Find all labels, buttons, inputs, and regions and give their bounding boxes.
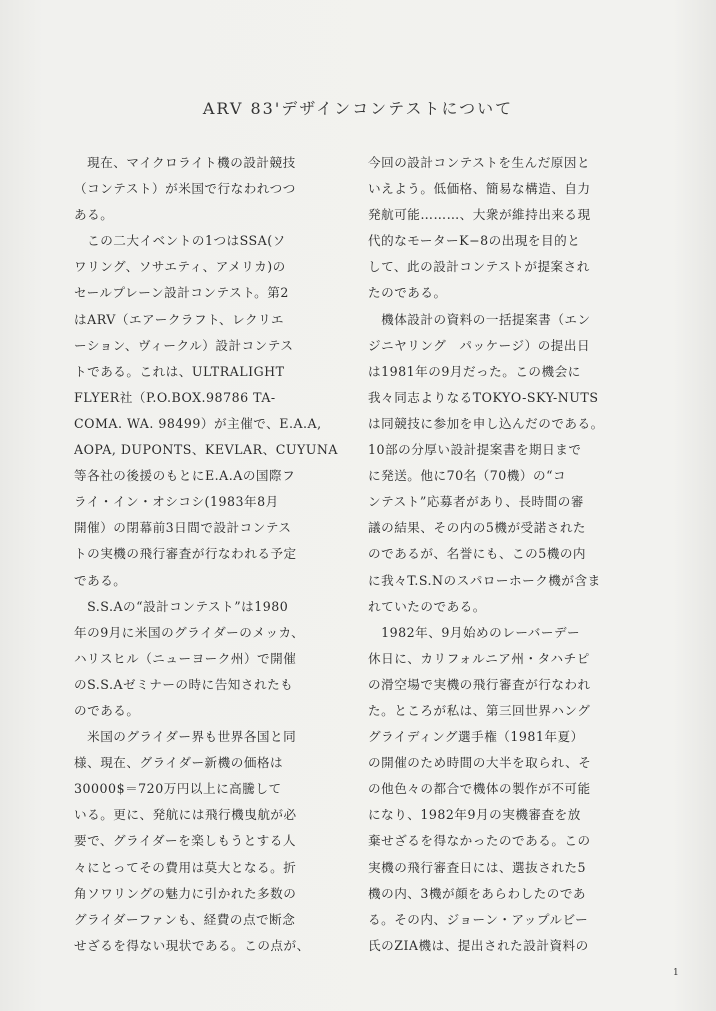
text-line: ハリスヒル（ニューヨーク州）で開催: [74, 650, 297, 666]
text-line: AOPA, DUPONTS、KEVLAR、CUYUNA: [74, 442, 339, 458]
text-line: せざるを得ない現状である。この点が、: [74, 937, 310, 953]
text-line: たのである。: [368, 285, 447, 301]
text-line: 議の結果、その内の5機が受諾された: [368, 520, 587, 536]
text-line: 代的なモーターK−8の出現を目的と: [368, 233, 581, 249]
text-line: S.S.Aの“設計コンテスト”は1980: [74, 598, 289, 614]
text-line: （コンテスト）が米国で行なわれつつ: [74, 181, 296, 197]
text-line: はARV（エアークラフト、レクリエ: [74, 311, 285, 327]
text-line: 実機の飛行審査日には、選抜された5: [368, 859, 587, 875]
text-line: 我々同志よりなるTOKYO-SKY-NUTS: [368, 389, 599, 405]
text-line: COMA. WA. 98499）が主催で、E.A.A,: [74, 415, 322, 431]
text-line: の他色々の都合で機体の製作が不可能: [368, 781, 591, 797]
text-line: 30000$＝720万円以上に高騰して: [74, 781, 282, 797]
text-line: トである。これは、ULTRALIGHT: [74, 363, 285, 379]
text-line: のS.S.Aゼミナーの時に告知されたも: [74, 676, 294, 692]
text-line: 年の9月に米国のグライダーのメッカ、: [74, 624, 305, 640]
text-line: トの実機の飛行審査が行なわれる予定: [74, 546, 297, 562]
text-line: セールプレーン設計コンテスト。第2: [74, 285, 289, 301]
text-line: 1982年、9月始めのレーバーデー: [368, 624, 581, 640]
text-line: に発送。他に70名（70機）の“コ: [368, 468, 567, 484]
text-line: いえよう。低価格、簡易な構造、自力: [368, 181, 591, 197]
text-line: である。: [74, 572, 127, 588]
text-line: 米国のグライダー界も世界各国と同: [74, 729, 297, 745]
text-line: ンテスト”応募者があり、長時間の審: [368, 494, 584, 510]
left-column: [74, 150, 352, 959]
text-line: グライダーファンも、経費の点で断念: [74, 911, 296, 927]
text-line: れていたのである。: [368, 598, 486, 614]
text-line: 今回の設計コンテストを生んだ原因と: [368, 155, 591, 170]
text-line: ーション、ヴィークル）設計コンテス: [74, 337, 294, 353]
text-line: 棄せざるを得なかったのである。この: [368, 833, 591, 849]
text-line: 機体設計の資料の一括提案書（エン: [368, 311, 591, 327]
text-line: この二大イベントの1つはSSA(ソ: [74, 233, 286, 249]
text-line: 開催）の閉幕前3日間で設計コンテス: [74, 520, 292, 536]
text-line: ある。: [74, 207, 114, 223]
text-line: FLYER社（P.O.BOX.98786 TA-: [74, 389, 276, 405]
text-line: のである。: [74, 702, 140, 718]
text-line: 等各社の後援のもとにE.A.Aの国際フ: [74, 468, 296, 484]
text-line: は1981年の9月だった。この機会に: [368, 363, 581, 379]
text-line: 様、現在、グライダー新機の価格は: [74, 755, 284, 771]
text-line: して、此の設計コンテストが提案され: [368, 259, 590, 275]
text-line: 休日に、カリフォルニア州・タハチピ: [368, 650, 590, 666]
text-line: いる。更に、発航には飛行機曳航が必: [74, 807, 297, 823]
text-line: は同競技に参加を申し込んだのである。: [368, 415, 604, 431]
page-number: 1: [673, 968, 679, 978]
text-line: に我々T.S.Nのスパローホーク機が含ま: [368, 572, 601, 588]
text-line: 角ソワリングの魅力に引かれた多数の: [74, 885, 297, 901]
text-line: 々にとってその費用は莫大となる。折: [74, 859, 297, 875]
text-line: グライディング選手権（1981年夏）: [368, 729, 584, 745]
text-line: ジニヤリング パッケージ）の提出日: [368, 337, 591, 353]
right-column: [368, 150, 646, 959]
text-line: の開催のため時間の大半を取られ、そ: [368, 755, 592, 771]
text-line: になり、1982年9月の実機審査を放: [368, 807, 581, 823]
text-line: 氏のZIA機は、提出された設計資料の: [368, 937, 589, 953]
text-line: た。ところが私は、第三回世界ハング: [368, 702, 591, 718]
article-title: ARV 83'デザインコンテストについて: [202, 99, 514, 118]
text-line: 要で、グライダーを楽しもうとする人: [74, 833, 296, 849]
text-line: 発航可能………、大衆が維持出来る現: [368, 207, 591, 223]
text-line: ワリング、ソサエティ、アメリカ)の: [74, 259, 286, 275]
text-line: 機の内、3機が顔をあらわしたのであ: [368, 885, 587, 901]
text-line: のであるが、名誉にも、この5機の内: [368, 546, 587, 562]
text-line: の滑空場で実機の飛行審査が行なわれ: [368, 676, 591, 692]
text-line: ライ・イン・オシコシ(1983年8月: [74, 494, 279, 510]
text-line: 現在、マイクロライト機の設計競技: [74, 155, 296, 170]
text-line: る。その内、ジョーン・アップルビー: [368, 911, 589, 927]
text-line: 10部の分厚い設計提案書を期日まで: [368, 442, 582, 458]
